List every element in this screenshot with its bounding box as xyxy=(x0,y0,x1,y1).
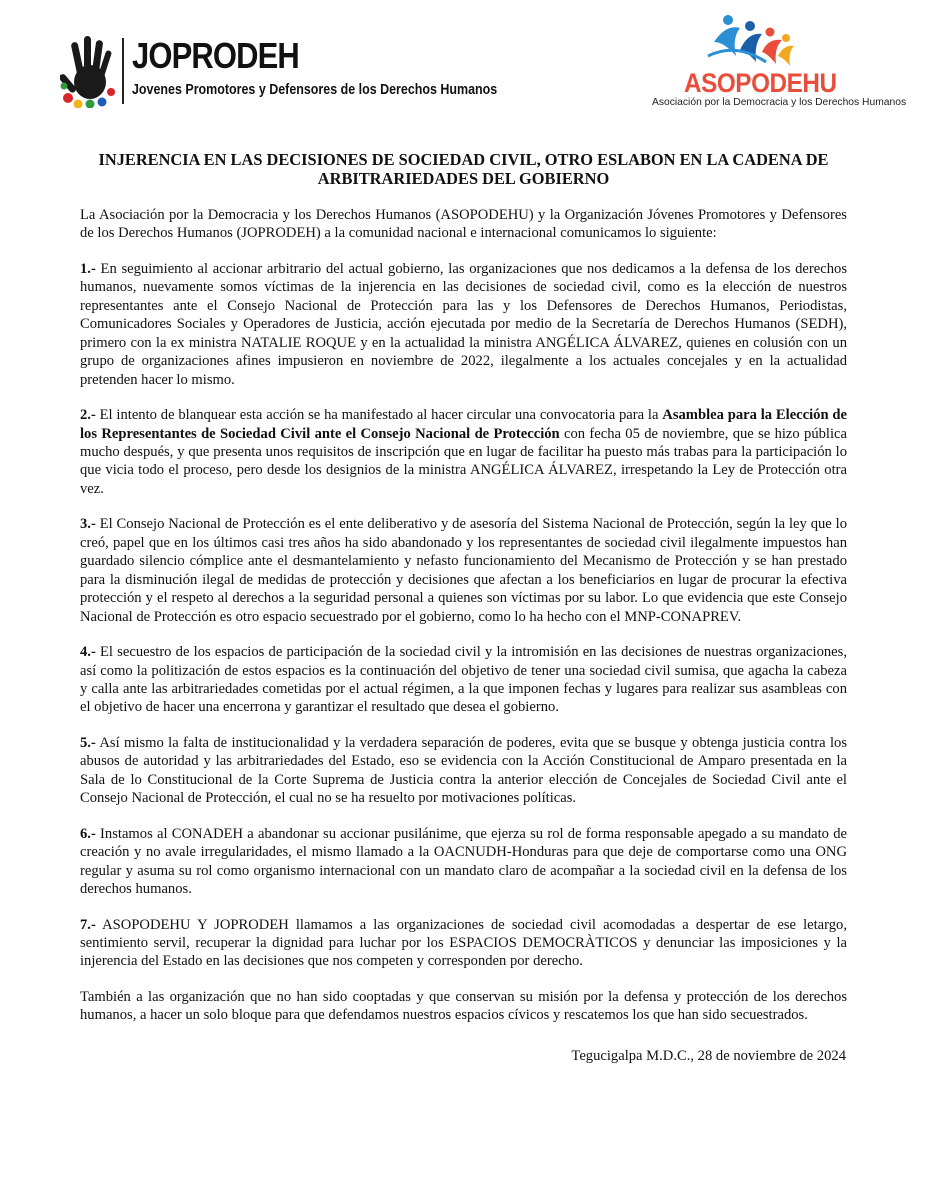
point-6-text: Instamos al CONADEH a abandonar su accionar pusilánime, que ejerza su rol de forma responsable apegado a su mandato de creación y no avale irregularidades, el mismo llamado a la OACNUDH-Honduras para que deje de comportarse como una ONG regular y asuma su rol como organismo internacional con un mandato claro de acompañar a la sociedad civil en la defensa de los derechos humanos. xyxy=(80,825,847,898)
point-5-text: Así mismo la falta de institucionalidad y la verdadera separación de poderes, evita que se busque y obtenga justicia contra los abusos de autoridad y las arbitrariedades del Estado, eso se evidencia con la Acción Constitucional de Amparo presentada en la Sala de lo Constitucional de la Corte Suprema de Justicia contra la anterior elección de Concejales de Sociedad Civil ante el Consejo Nacional de Protección, el cual no se ha resuelto por motivaciones políticas. xyxy=(80,734,848,807)
joprodeh-logo xyxy=(60,34,498,108)
people-figures-icon xyxy=(706,12,796,68)
document-body xyxy=(80,206,847,1042)
point-4-number: 4.- xyxy=(80,644,96,661)
logo-divider xyxy=(122,38,124,104)
point-3 xyxy=(80,515,847,626)
point-2-number: 2.- xyxy=(80,407,96,424)
point-1-text: En seguimiento al accionar arbitrario del actual gobierno, las organizaciones que nos dedicamos a la defensa de los derechos humanos, nuevamente somos víctimas de la injerencia en las decisiones de sociedad civil, como es la elección de nuestros representantes ante el Consejo Nacional de Protección para las y los Defensores de Derechos Humanos, Periodistas, Comunicadores Sociales y Operadores de Justicia, acción ejecutada por medio de la Secretaría de Derechos Humanos (SEDH), primero con la ex ministra NATALIE ROQUE y en la actualidad la ministra ANGÉLICA ÁLVAREZ, quienes en colusión con un grupo de organizaciones afines impusieron en noviembre de 2022, ilegalmente a los actuales concejales y en la actualidad pretenden hacer lo mismo. xyxy=(80,260,847,388)
point-7-text: ASOPODEHU Y JOPRODEH llamamos a las organizaciones de sociedad civil acomodadas a despertar de ese letargo, sentimiento servil, recuperar la dignidad para luchar por los ESPACIOS DEMOCRÀTICOS y denunciar las imposiciones y la injerencia del Estado en las decisiones que nos competen y corresponden por derecho. xyxy=(80,916,847,970)
point-4 xyxy=(80,643,847,717)
joprodeh-name: JOPRODEH xyxy=(132,35,299,76)
point-1-number: 1.- xyxy=(80,260,96,277)
point-3-text: El Consejo Nacional de Protección es el ente deliberativo y de asesoría del Sistema Nacional de Protección, según la ley que lo creó, papel que en los últimos casi tres años ha sido abandonado y los representantes de sociedad civil ilegalmente impuestos han guardado silencio cómplice ante el desmantelamiento y nefasto funcionamiento del Mecanismo de Protección y se han prestado para la disminución ilegal de medidas de protección y decisiones que afectan a los beneficiarios en lugar de procurar la efectiva protección y el respeto al derechos a la seguridad personal a quienes son víctimas por su labor. Lo que evidencia que este Consejo Nacional de Protección es otro espacio secuestrado por el gobierno, como lo ha hecho con el MNP-CONAPREV. xyxy=(80,516,848,625)
point-4-text: El secuestro de los espacios de participación de la sociedad civil y la intromisión en las decisiones de nuestras organizaciones, así como la politización de estos espacios es la continuación del objetivo de tener una sociedad civil sumisa, que agacha la cabeza y calla ante las arbitrariedades cometidas por el actual régimen, a la que imponen fechas y lugares para realizar sus asambleas con el objetivo de hacer una encerrona y garantizar el resultado que desea el gobierno. xyxy=(80,644,847,716)
point-7-number: 7.- xyxy=(80,916,96,933)
closing-paragraph: También a las organización que no han sido cooptadas y que conservan su misión por la defensa y protección de los derechos humanos, a hacer un solo bloque para que defendamos nuestros espacios cívicos y rescatemos los que han sido secuestrados. xyxy=(80,988,847,1024)
asopodehu-name: ASOPODEHU xyxy=(684,68,837,98)
intro-paragraph: La Asociación por la Democracia y los Derechos Humanos (ASOPODEHU) y la Organización Jóvenes Promotores y Defensores de los Derechos Humanos (JOPRODEH) a la comunidad nacional e internacional comunicamos lo siguiente: xyxy=(80,207,847,242)
point-3-number: 3.- xyxy=(80,516,96,533)
asopodehu-subtitle: Asociación por la Democracia y los Derechos Humanos xyxy=(652,97,907,108)
point-2-text-b: con fecha 05 de noviembre, que se hizo pública mucho después, y que presenta unos requisitos de inscripción que en lugar de facilitar ha puesto más trabas para la participación lo que vicia todo el proceso, pero desde los designios de la ministra ANGÉLICA ÁLVAREZ, irrespetando la Ley de Protección otra vez. xyxy=(80,425,847,497)
point-6 xyxy=(80,825,847,899)
point-1 xyxy=(80,260,847,389)
point-2 xyxy=(80,406,847,498)
point-2-bold-text: Asamblea para la Elección de los Representantes de Sociedad Civil ante el Consejo Nacional de Protección xyxy=(80,407,847,442)
point-7 xyxy=(80,916,847,971)
point-5-number: 5.- xyxy=(80,734,96,751)
handprint-icon xyxy=(60,34,116,108)
place-and-date: Tegucigalpa M.D.C., 28 de noviembre de 2024 xyxy=(571,1048,846,1064)
point-2-text-a: El intento de blanquear esta acción se ha manifestado al hacer circular una convocatoria para la xyxy=(99,407,663,424)
point-5 xyxy=(80,734,847,808)
joprodeh-subtitle: Jovenes Promotores y Defensores de los Derechos Humanos xyxy=(132,82,498,98)
document-title: INJERENCIA EN LAS DECISIONES DE SOCIEDAD CIVIL, OTRO ESLABON EN LA CADENA DE ARBITRARIEDADES DEL GOBIERNO xyxy=(98,150,829,188)
asopodehu-logo xyxy=(650,12,907,112)
point-6-number: 6.- xyxy=(80,825,96,842)
